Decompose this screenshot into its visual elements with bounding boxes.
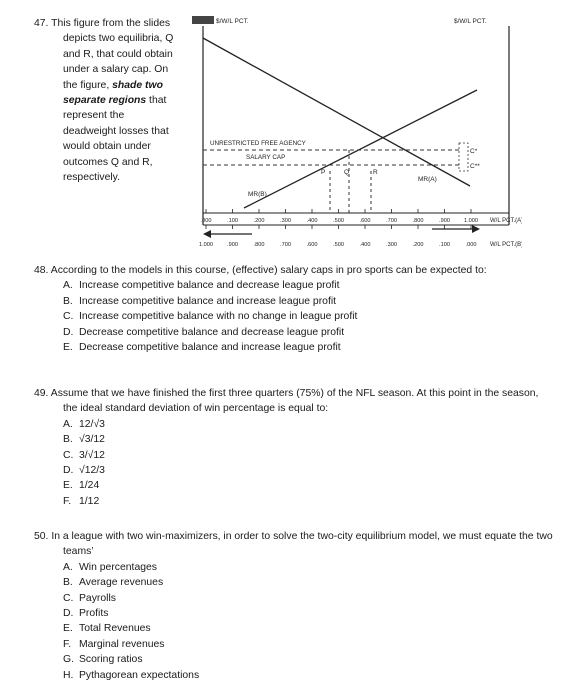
option[interactable]: B. Increase competitive balance and increase league profit [63,295,337,307]
point-r-label: R [373,169,378,176]
axis-b-tick-label: .600 [306,242,318,248]
option[interactable]: A. Win percentages [63,561,157,573]
option[interactable]: D. Profits [63,608,109,620]
right-axis-label: $/W/L PCT. [454,18,487,25]
question-50-options [34,560,554,683]
option[interactable]: H. Pythagorean expectations [63,669,200,681]
question-47 [34,16,178,185]
c-star-label: C* [470,148,478,155]
question-50 [34,529,554,683]
axis-a-tick-label: .500 [333,218,344,224]
option[interactable]: E. Decrease competitive balance and increase league profit [63,342,341,354]
axis-b-tick-label: .500 [333,242,344,248]
option[interactable]: F. 1/12 [63,495,100,507]
option[interactable]: C. Payrolls [63,592,116,604]
unrestricted-free-agency-label: UNRESTRICTED FREE AGENCY [210,140,306,147]
question-48-stem: 48. According to the models in this course, (effective) salary caps in pro sports can be expected to: [34,265,487,276]
axis-b-tick-label: .200 [412,242,424,248]
question-50-stem: 50. In a league with two win-maximizers, in order to solve the two-city equilibrium model, we must equate the two teams’ [34,531,553,558]
axis-a-tick-label: .300 [280,218,291,224]
option[interactable]: C. Increase competitive balance with no change in league profit [63,311,358,323]
axis-a-tick-label: .900 [439,218,450,224]
axis-b-tick-label: 1.000 [199,242,213,248]
option[interactable]: C. 3/√12 [63,449,105,461]
left-axis-label-band [192,16,214,24]
question-49-options [34,417,554,509]
option[interactable]: E. 1/24 [63,480,100,492]
figure-background [192,10,522,252]
axis-b-tick-label: .700 [280,242,291,248]
axis-a-tick-label: .400 [306,218,318,224]
axis-a-tick-label: .200 [253,218,265,224]
mr-a-label: MR(A) [418,176,437,183]
option[interactable]: F. Marginal revenues [63,638,165,650]
option[interactable]: B. √3/12 [63,434,105,446]
option[interactable]: B. Average revenues [63,577,164,589]
option[interactable]: E. Total Revenues [63,623,151,635]
axis-b-tick-label: .400 [359,242,371,248]
question-48-options [34,278,554,355]
axis-b-tick-label: .800 [253,242,265,248]
axis-b-tick-label: .300 [386,242,397,248]
mr-b-label: MR(B) [248,191,267,198]
option[interactable]: A. Increase competitive balance and decrease league profit [63,280,340,292]
question-49 [34,386,554,509]
axis-b-label: W/L PCT.(B) [490,242,522,248]
axis-a-label: W/L PCT.(A) [490,218,522,224]
axis-a-tick-label: .700 [386,218,397,224]
option[interactable]: D. Decrease competitive balance and decrease league profit [63,326,345,338]
point-q-label: Q [344,169,350,176]
axis-a-tick-label: .100 [227,218,238,224]
option[interactable]: G. Scoring ratios [63,654,143,666]
axis-a-tick-label: .800 [412,218,424,224]
salary-cap-diagram [192,10,522,252]
question-47-text: 47. This figure from the slides depicts two equilibria, Q and R, that could obtain under a salary cap. On the figure, shade two separate regions that represent the deadweight losses that would obtain under outcomes Q and R, respectively. [34,18,174,184]
question-48 [34,263,554,355]
axis-b-tick-label: .900 [227,242,238,248]
question-49-stem: 49. Assume that we have finished the first three quarters (75%) of the NFL season. At this point in the season, the ideal standard deviation of win percentage is equal to: [34,388,539,415]
salary-cap-figure [192,10,522,252]
option[interactable]: A. 12/√3 [63,418,105,430]
left-axis-label: $/W/L PCT. [216,18,249,25]
axis-b-tick-label: .100 [439,242,450,248]
option[interactable]: D. √12/3 [63,465,105,477]
question-47-emphasis: shade two separate regions [63,79,163,107]
axis-a-tick-label: .000 [200,218,212,224]
axis-a-tick-label: 1.000 [464,218,478,224]
axis-b-tick-label: .000 [465,242,477,248]
axis-a-tick-label: .600 [359,218,371,224]
salary-cap-label: SALARY CAP [246,154,286,161]
point-p-label: P [321,169,326,176]
c-star-star-label: C** [470,163,480,170]
